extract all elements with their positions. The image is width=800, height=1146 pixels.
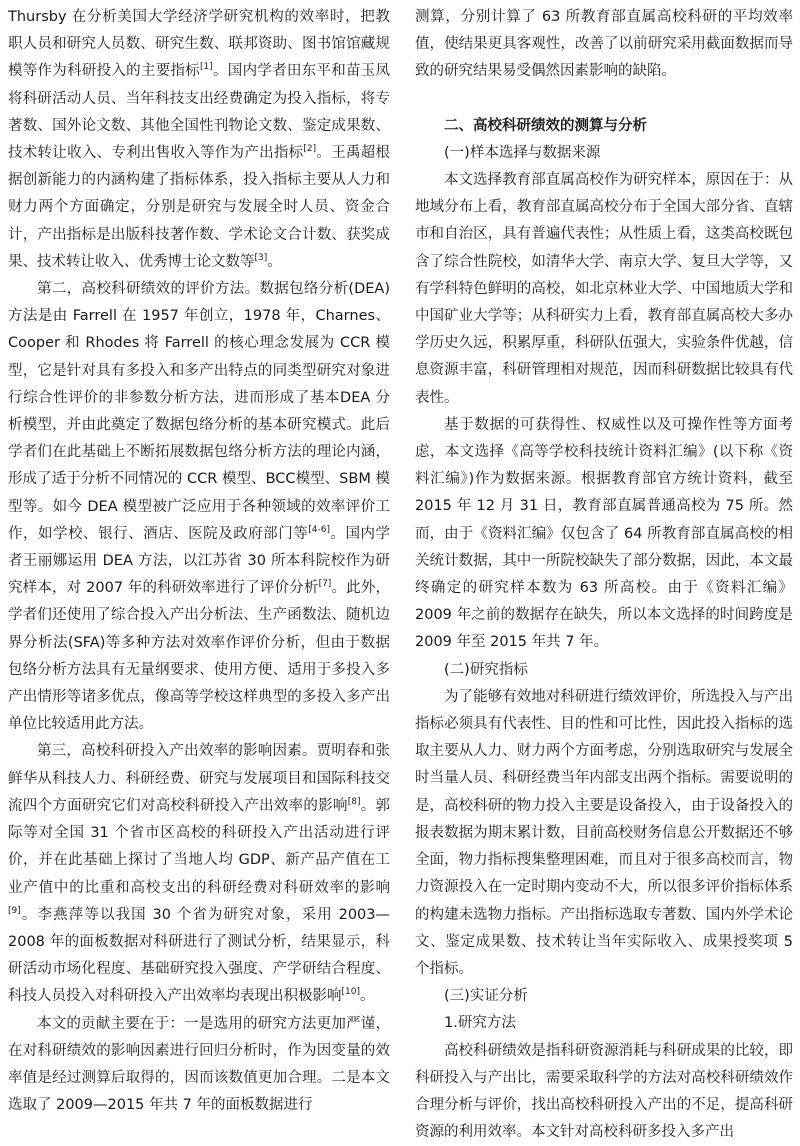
citation: [3] (254, 252, 268, 263)
right-column (415, 4, 793, 1146)
citation: [10] (341, 987, 360, 998)
citation: [7] (318, 579, 332, 590)
paragraph: 本文选择教育部直属高校作为研究样本，原因在于：从地域分布上看，教育部直属高校分布于全国大部分省、直辖市和自治区，具有普遍代表性；从性质上看，这类高校既包含了综合性院校，如清华大学、南京大学、复旦大学等，又有学科特色鲜明的高校，如北京林业大学、中国地质大学和中国矿业大学等；从科研实力上看，教育部直属高校大多办学历史久远，积累厚重，科研队伍强大，实验条件优越，信息资源丰富，科研管理相对规范，因而科研数据比较具有代表性。 (415, 172, 793, 406)
paragraph: 第二，高校科研绩效的评价方法。数据包络分析(DEA)方法是由 Farrell 在 1957 年创立，1978 年，Charnes、Cooper 和 Rhodes 将 Farrell 的核心理念发展为 CCR 模型，它是针对具有多投入和多产出特点的同类型研究对象进行综合性评价的非参数分析方法，进而形成了基本DEA 分析模型，并由此奠定了数据包络分析的基本研究模式。此后学者们在此基础上不断拓展数据包络分析方法的理论内涵，形成了适于分析不同情况的 CCR 模型、BCC模型、SBM 模型等。如今 DEA 模型被广泛应用于各种领域的效率评价工作，如学校、银行、酒店、医院及政府部门等[4-6]。国内学者王丽娜运用 DEA 方法，以江苏省 30 所本科院校作为研究样本，对 2007 年的科研效率进行了评价分析[7]。此外，学者们还使用了综合投入产出分析法、生产函数法、随机边界分析法(SFA)等多种方法对效率作评价分析，但由于数据包络分析方法具有无量纲要求、使用方便、适用于多投入多产出情形等诸多优点，像高等学校这样典型的多投入多产出单位比较适用此方法。 (8, 281, 391, 733)
subsection-title: (一)样本选择与数据来源 (444, 144, 601, 161)
paragraph: 本文的贡献主要在于：一是选用的研究方法更加严谨，在对科研绩效的影响因素进行回归分析时，作为因变量的效率值是经过测算后取得的，因而该数值更加合理。二是本文选取了 2009—2015 年共 7 年的面板数据进行 (8, 1015, 390, 1114)
paragraph: Thursby 在分析美国大学经济学研究机构的效率时，把教职人员和研究人员数、研究生数、联邦资助、图书馆馆藏规模等作为科研投入的主要指标[1]。国内学者田东平和苗玉凤将科研活动人员、当年科技支出经费确定为投入指标，将专著数、国外论文数、其他全国性刊物论文数、鉴定成果数、技术转让收入、专利出售收入等作为产出指标[2]。王禹超根据创新能力的内涵构建了指标体系，投入指标主要从人力和财力两个方面确定，分别是研究与发展全时人员、资金合计，产出指标是出版科技著作数、学术论文合计数、获奖成果、技术转让收入、优秀博士论文数等[3]。 (8, 9, 391, 270)
citation: [9] (8, 905, 21, 916)
paragraph: 高校科研绩效是指科研资源消耗与科研成果的比较，即科研投入与产出比，需要采取科学的方法对高校科研绩效作合理分析与评价，找出高校科研投入产出的不足，提高科研资源的利用效率。本文针对高校科研多投入多产出 (415, 1042, 793, 1141)
left-column (8, 4, 390, 1119)
subsection-title: (二)研究指标 (444, 661, 528, 678)
paragraph: 基于数据的可获得性、权威性以及可操作性等方面考虑，本文选择《高等学校科技统计资料汇编》(以下称《资料汇编》)作为数据来源。根据教育部官方统计资料，截至 2015 年 12 月 31 日，教育部直属普通高校为 75 所。然而，由于《资料汇编》仅包含了 64 所教育部直属高校的相关统计数据，其中一所院校缺失了部分数据，因此，本文最终确定的研究样本数为 63 所高校。由于《资料汇编》2009 年之前的数据存在缺失，所以本文选择的时间跨度是 2009 年至 2015 年共 7 年。 (415, 416, 793, 651)
paragraph: 第三，高校科研投入产出效率的影响因素。贾明春和张鲜华从科技人力、科研经费、研究与发展项目和国际科技交流四个方面研究它们对高校科研投入产出效率的影响[8]。郭际等对全国 31 个省市区高校的科研投入产出活动进行评价，并在此基础上探讨了当地人均 GDP、新产品产值在工业产值中的比重和高校支出的科研经费对科研效率的影响[9]。李燕萍等以我国 30 个省为研究对象，采用 2003—2008 年的面板数据对科研进行了测试分析，结果显示，科研活动市场化程度、基础研究投入强度、产学研结合程度、科技人员投入对科研投入产出效率均表现出积极影响[10]。 (8, 743, 391, 1005)
citation: [8] (347, 796, 361, 807)
section-title: 二、高校科研绩效的测算与分析 (444, 117, 647, 134)
paragraph: 测算，分别计算了 63 所教育部直属高校科研的平均效率值，使结果更具客观性，改善了以前研究采用截面数据而导致的研究结果易受偶然因素影响的缺陷。 (415, 9, 793, 80)
paragraph: 为了能够有效地对科研进行绩效评价，所选投入与产出指标必须具有代表性、目的性和可比性，因此投入指标的选取主要从人力、财力两个方面考虑，分别选取研究与发展全时当量人员、科研经费当年内部支出两个指标。需要说明的是，高校科研的物力投入主要是设备投入，由于设备投入的报表数据为期末累计数，目前高校财务信息公开数据还不够全面，物力指标搜集整理困难，而且对于很多高校而言，物力资源投入在一定时期内变动不大，所以很多评价指标体系的构建未选物力指标。产出指标选取专著数、国内外学术论文、鉴定成果数、技术转让当年实际收入、成果授奖项 5 个指标。 (415, 688, 793, 977)
citation: [2] (303, 144, 317, 155)
citation: [1] (200, 62, 213, 73)
subsection-title: (三)实证分析 (444, 988, 528, 1005)
subsection-title: 1.研究方法 (444, 1015, 516, 1032)
citation: [4-6] (308, 524, 330, 535)
